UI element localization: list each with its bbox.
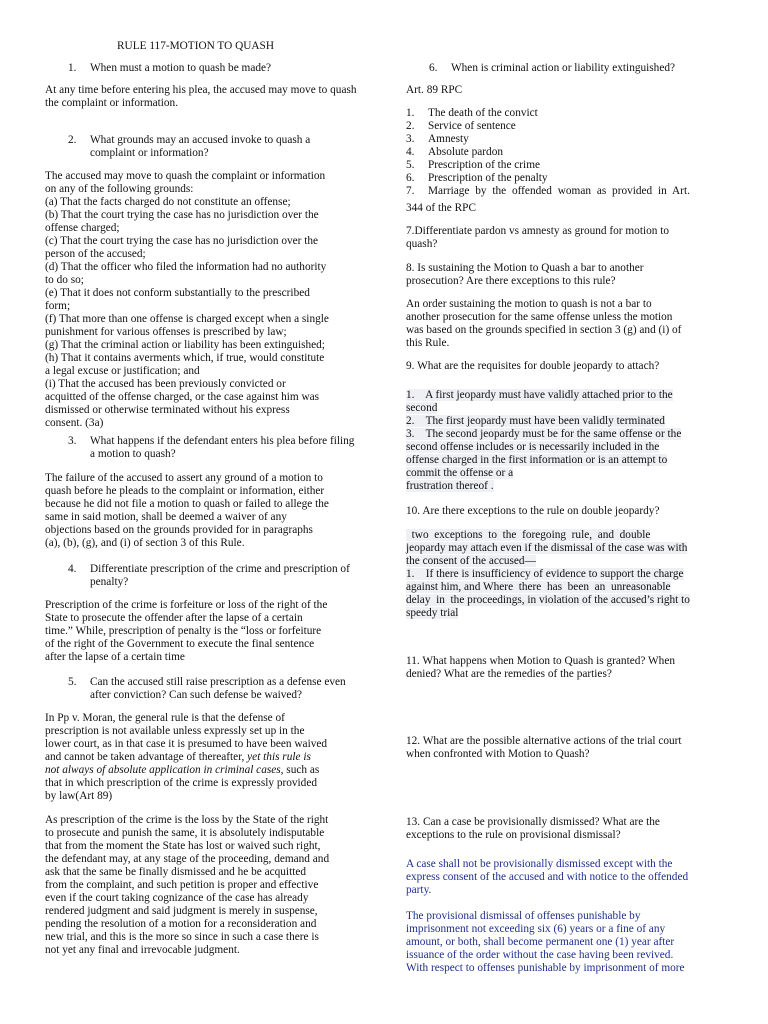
question-7 xyxy=(406,225,722,251)
answer-line: second xyxy=(406,402,438,414)
list-text: The death of the convict xyxy=(428,107,538,119)
question-number: 3. xyxy=(68,435,77,447)
answer-line: was based on the grounds specified in section 3 (g) and (i) of xyxy=(406,324,682,336)
list-number: 6. xyxy=(406,172,415,184)
question-5 xyxy=(68,676,358,702)
answer-line: that in which prescription of the crime is expressly provided xyxy=(45,777,317,789)
answer-line: form; xyxy=(45,300,71,312)
answer-line: same in said motion, shall be deemed a waiver of any xyxy=(45,511,287,523)
question-line: prosecution? Are there exceptions to this rule? xyxy=(406,275,616,287)
answer-5 xyxy=(45,712,363,803)
answer-line: The provisional dismissal of offenses punishable by xyxy=(406,910,641,922)
answer-line: 2. The first jeopardy must have been validly terminated xyxy=(406,415,665,427)
question-number: 5. xyxy=(68,676,77,688)
answer-line: objections based on the grounds provided for in paragraphs xyxy=(45,524,313,536)
answer-line: because he did not file a motion to quash or failed to allege the xyxy=(45,498,329,510)
answer-line: As prescription of the crime is the loss by the State of the right xyxy=(45,814,329,826)
question-text: What grounds may an accused invoke to quash a complaint or information? xyxy=(90,134,311,159)
emphasis-text: not always of absolute application in criminal cases xyxy=(45,764,281,776)
answer-line: An order sustaining the motion to quash is not a bar to xyxy=(406,298,652,310)
answer-line: 3. The second jeopardy must be for the same offense or the xyxy=(406,428,682,440)
answer-line: (i) That the accused has been previously convicted or xyxy=(45,378,286,390)
answer-line: prescription is not available unless expressly set up in the xyxy=(45,725,305,737)
answer-line: (a) That the facts charged do not constitute an offense; xyxy=(45,196,291,208)
answer-line: person of the accused; xyxy=(45,248,146,260)
question-text: When is criminal action or liability extinguished? xyxy=(451,62,675,74)
answer-line: by law(Art 89) xyxy=(45,790,113,802)
answer-line: (a), (b), (g), and (i) of section 3 of this Rule. xyxy=(45,537,245,549)
article-reference: Art. 89 RPC xyxy=(406,84,463,96)
answer-10 xyxy=(406,529,722,620)
answer-line: 1. A first jeopardy must have validly attached prior to the xyxy=(406,389,673,401)
emphasis-text: yet this rule is xyxy=(247,751,311,763)
question-line: 7.Differentiate pardon vs amnesty as ground for motion to xyxy=(406,225,670,237)
answer-line: from the complaint, and such petition is proper and effective xyxy=(45,879,319,891)
answer-line: (h) That it contains averments which, if true, would constitute xyxy=(45,352,325,364)
question-4 xyxy=(68,563,358,589)
answer-line: State to prosecute the offender after the lapse of a certain xyxy=(45,612,303,624)
answer-line: acquitted of the offense charged, or the case against him was xyxy=(45,391,320,403)
list-text: Amnesty xyxy=(428,133,469,145)
question-line: 11. What happens when Motion to Quash is granted? When xyxy=(406,655,675,667)
list-number: 1. xyxy=(406,107,415,119)
answer-line: on any of the following grounds: xyxy=(45,183,194,195)
answer-line: imprisonment not exceeding six (6) years or a fine of any xyxy=(406,923,666,935)
list-item xyxy=(406,185,722,198)
answer-line: The accused may move to quash the complaint or information xyxy=(45,170,326,182)
answer-line: issuance of the order without the case having been revived. xyxy=(406,949,674,961)
list-item xyxy=(406,146,722,159)
answer-8 xyxy=(406,298,722,350)
answer-line: A case shall not be provisionally dismissed except with the xyxy=(406,858,673,870)
answer-line: offense charged; xyxy=(45,222,120,234)
answer-line: consent. (3a) xyxy=(45,417,104,429)
answer-line: express consent of the accused and with notice to the offended xyxy=(406,871,689,883)
answer-line: The failure of the accused to assert any ground of a motion to xyxy=(45,472,323,484)
question-line: 13. Can a case be provisionally dismissed? What are the xyxy=(406,816,660,828)
question-line: quash? xyxy=(406,238,438,250)
answer-line: second offense includes or is necessarily included in the xyxy=(406,441,660,453)
answer-line: (g) That the criminal action or liability has been extinguished; xyxy=(45,339,325,351)
answer-line: that from the moment the State has lost or waived such right, xyxy=(45,840,321,852)
answer-line xyxy=(45,764,363,777)
answer-line: the consent of the accused— xyxy=(406,555,536,567)
answer-line: frustration thereof . xyxy=(406,480,494,492)
answer-line: lower court, as in that case it is presumed to have been waived xyxy=(45,738,328,750)
answer-line: this Rule. xyxy=(406,337,450,349)
question-line: 12. What are the possible alternative actions of the trial court xyxy=(406,735,682,747)
answer-text: , such as xyxy=(280,764,320,776)
question-line: when confronted with Motion to Quash? xyxy=(406,748,590,760)
list-item xyxy=(406,172,722,185)
answer-line: the defendant may, at any stage of the proceeding, demand and xyxy=(45,853,330,865)
question-text: Can the accused still raise prescription as a defense even after conviction? Can such defense be waived? xyxy=(90,676,346,701)
answer-line: another prosecution for the same offense unless the motion xyxy=(406,311,673,323)
answer-4 xyxy=(45,599,363,664)
answer-line: (d) That the officer who filed the information had no authority xyxy=(45,261,327,273)
question-13 xyxy=(406,816,722,842)
answer-line: (b) That the court trying the case has no jurisdiction over the xyxy=(45,209,319,221)
answer-9 xyxy=(406,389,706,493)
answer-line: amount, or both, shall become permanent one (1) year after xyxy=(406,936,675,948)
question-3 xyxy=(68,435,358,461)
answer-line: delay in the proceedings, in violation of the accused’s right to xyxy=(406,594,690,606)
answer-line: new trial, and this is the more so since in such a case there is xyxy=(45,931,319,943)
list-text: Absolute pardon xyxy=(428,146,503,158)
question-text: When must a motion to quash be made? xyxy=(90,62,272,74)
answer-line: even if the court taking cognizance of the case has already xyxy=(45,892,309,904)
list-continuation: 344 of the RPC xyxy=(406,202,476,214)
answer-line: (c) That the court trying the case has no jurisdiction over the xyxy=(45,235,319,247)
answer-2 xyxy=(45,170,363,430)
question-6 xyxy=(429,62,719,75)
answer-line: of the right of the Government to execute the final sentence xyxy=(45,638,315,650)
answer-line: against him, and Where there has been an unreasonable xyxy=(406,581,671,593)
question-10: 10. Are there exceptions to the rule on double jeopardy? xyxy=(406,505,660,517)
answer-line: quash before he pleads to the complaint or information, either xyxy=(45,485,325,497)
question-line: denied? What are the remedies of the parties? xyxy=(406,668,612,680)
answer-line: two exceptions to the foregoing rule, and double xyxy=(406,529,651,541)
list-number: 3. xyxy=(406,133,415,145)
answer-line: jeopardy may attach even if the dismissal of the case was with xyxy=(406,542,688,554)
list-text: Prescription of the penalty xyxy=(428,172,548,184)
question-text: Differentiate prescription of the crime and prescription of penalty? xyxy=(90,563,350,588)
answer-line: pending the resolution of a motion for a reconsideration and xyxy=(45,918,317,930)
list-item xyxy=(406,159,722,172)
question-9: 9. What are the requisites for double jeopardy to attach? xyxy=(406,360,660,372)
list-item xyxy=(406,133,722,146)
answer-line: after the lapse of a certain time xyxy=(45,651,185,663)
answer-line: commit the offense or a xyxy=(406,467,514,479)
answer-line: to prosecute and punish the same, it is absolutely indisputable xyxy=(45,827,325,839)
question-number: 6. xyxy=(429,62,438,74)
list-text: Service of sentence xyxy=(428,120,516,132)
answer-line: party. xyxy=(406,884,432,896)
answer-line: offense charged in the first information or is an attempt to xyxy=(406,454,668,466)
question-line: 8. Is sustaining the Motion to Quash a bar to another xyxy=(406,262,644,274)
list-number: 7. xyxy=(406,185,415,197)
list-number: 4. xyxy=(406,146,415,158)
answer-line: 1. If there is insufficiency of evidence to support the charge xyxy=(406,568,684,580)
document-title: RULE 117-MOTION TO QUASH xyxy=(117,40,275,52)
question-line: exceptions to the rule on provisional dismissal? xyxy=(406,829,621,841)
answer-line: time.” While, prescription of penalty is the “loss or forfeiture xyxy=(45,625,322,637)
answer-line: punishment for various offenses is prescribed by law; xyxy=(45,326,287,338)
answer-13-part-1 xyxy=(406,858,722,897)
list-item xyxy=(406,120,722,133)
answer-line: dismissed or otherwise terminated without his express xyxy=(45,404,290,416)
answer-line: rendered judgment and said judgment is merely in suspense, xyxy=(45,905,318,917)
answer-5-continued xyxy=(45,814,363,957)
answer-line: Prescription of the crime is forfeiture or loss of the right of the xyxy=(45,599,328,611)
list-number: 2. xyxy=(406,120,415,132)
question-2 xyxy=(68,134,358,160)
question-number: 2. xyxy=(68,134,77,146)
answer-line: speedy trial xyxy=(406,607,459,619)
answer-line: (f) That more than one offense is charged except when a single xyxy=(45,313,329,325)
answer-1: At any time before entering his plea, the accused may move to quash the complaint or information. xyxy=(45,84,357,109)
question-8 xyxy=(406,262,722,288)
answer-line: (e) That it does not conform substantially to the prescribed xyxy=(45,287,310,299)
answer-line: not yet any final and irrevocable judgment. xyxy=(45,944,240,956)
list-number: 5. xyxy=(406,159,415,171)
answer-line: With respect to offenses punishable by imprisonment of more xyxy=(406,962,685,974)
answer-line: In Pp v. Moran, the general rule is that the defense of xyxy=(45,712,285,724)
question-number: 4. xyxy=(68,563,77,575)
answer-13-part-2 xyxy=(406,910,722,975)
answer-line: a legal excuse or justification; and xyxy=(45,365,200,377)
question-12 xyxy=(406,735,722,761)
answer-line: ask that the same be finally dismissed and he be acquitted xyxy=(45,866,307,878)
question-number: 1. xyxy=(68,62,77,74)
question-11 xyxy=(406,655,722,681)
extinction-list xyxy=(406,107,722,198)
question-text: What happens if the defendant enters his plea before filing a motion to quash? xyxy=(90,435,355,460)
list-text: Marriage by the offended woman as provided in Art. xyxy=(428,185,690,197)
question-1 xyxy=(68,62,358,75)
answer-3 xyxy=(45,472,363,550)
list-item xyxy=(406,107,722,120)
answer-line: to do so; xyxy=(45,274,84,286)
answer-line xyxy=(45,751,363,764)
answer-text: and cannot be taken advantage of thereafter, xyxy=(45,751,248,763)
list-text: Prescription of the crime xyxy=(428,159,540,171)
